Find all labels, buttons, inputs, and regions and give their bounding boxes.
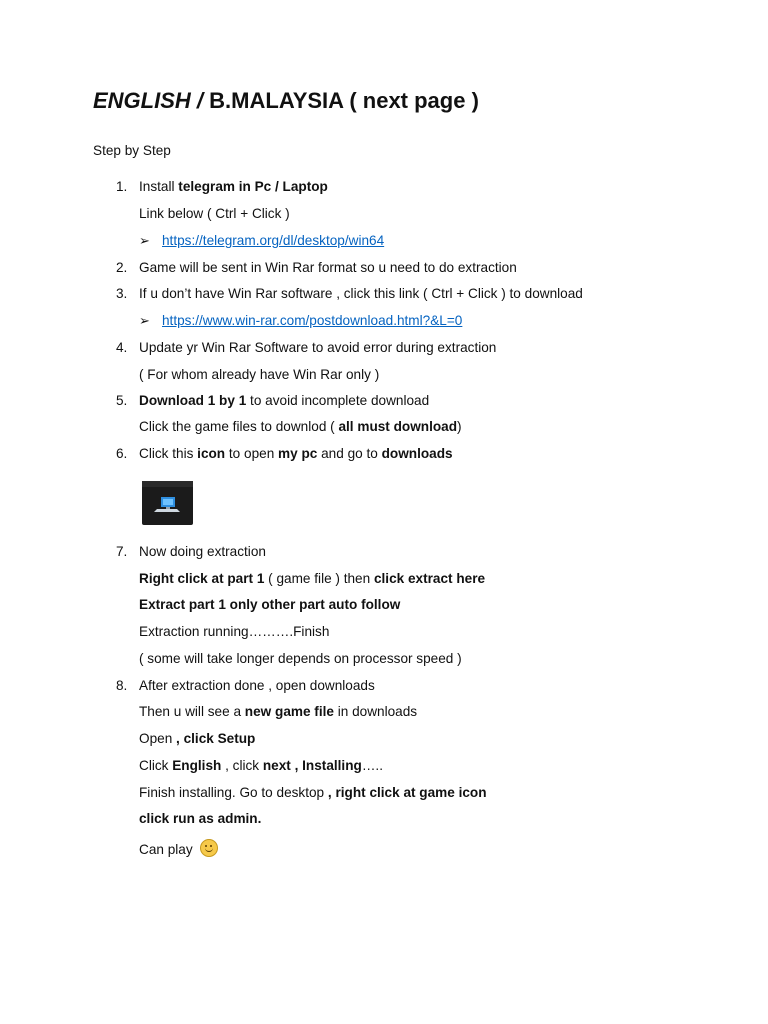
telegram-link-line	[162, 232, 384, 250]
step-7-line-1	[139, 570, 485, 588]
step-1-sub: Link below ( Ctrl + Click )	[139, 206, 290, 221]
step-number: 6.	[116, 446, 128, 461]
step-6-p1: Click this	[139, 446, 198, 461]
step-number: 7.	[116, 544, 128, 559]
intro-text: Step by Step	[93, 143, 171, 158]
step-8-text: After extraction done , open downloads	[139, 678, 375, 693]
my-pc-icon	[142, 481, 193, 525]
step-8-line-3	[139, 757, 383, 775]
step-7-line-2	[139, 596, 400, 614]
step-8-l2-bold: , click Setup	[176, 731, 256, 746]
step-number: 8.	[116, 678, 128, 693]
title-english: ENGLISH	[93, 88, 191, 113]
step-8-line-4	[139, 784, 487, 802]
telegram-link[interactable]: https://telegram.org/dl/desktop/win64	[162, 233, 385, 248]
step-number: 1.	[116, 179, 128, 194]
step-8-l1-end: in downloads	[333, 704, 418, 719]
step-number: 5.	[116, 393, 128, 408]
step-8-l3-d: next , Installing	[262, 758, 362, 773]
step-7-l1-bold2: click extract here	[373, 571, 486, 586]
arrow-bullet-icon: ➢	[139, 313, 150, 328]
step-8-line-1	[139, 703, 417, 721]
step-7-line-3: Extraction running……….Finish	[139, 624, 330, 639]
step-4-text: Update yr Win Rar Software to avoid error during extraction	[139, 340, 497, 355]
title-separator: /	[196, 88, 204, 113]
step-number: 3.	[116, 286, 128, 301]
step-5-bold: Download 1 by 1	[139, 393, 247, 408]
step-8-l4-bold: , right click at game icon	[327, 785, 487, 800]
step-1-plain: Install	[139, 179, 179, 194]
step-7-l2-bold: Extract part 1 only other part auto follow	[139, 597, 401, 612]
step-8-line-5	[139, 810, 261, 828]
step-6-b2: my pc	[278, 446, 318, 461]
step-6-text	[139, 445, 453, 463]
can-play-text: Can play	[139, 842, 193, 857]
step-2-text: Game will be sent in Win Rar format so u need to do extraction	[139, 260, 517, 275]
step-number: 4.	[116, 340, 128, 355]
step-6-p3: and go to	[317, 446, 382, 461]
step-4-sub: ( For whom already have Win Rar only )	[139, 367, 380, 382]
step-8-line-2	[139, 730, 255, 748]
step-8-l4-plain: Finish installing. Go to desktop	[139, 785, 328, 800]
step-6-p2: to open	[225, 446, 279, 461]
step-5-sub-end: )	[457, 419, 462, 434]
title-malay: B.MALAYSIA ( next page )	[209, 88, 479, 113]
step-8-l1-plain: Then u will see a	[139, 704, 245, 719]
winrar-link-line	[162, 312, 462, 330]
step-5-sub-bold: all must download	[338, 419, 458, 434]
step-number: 2.	[116, 260, 128, 275]
arrow-bullet-icon: ➢	[139, 233, 150, 248]
step-8-l3-a: Click	[139, 758, 173, 773]
step-5-text	[139, 392, 429, 410]
step-8-l1-bold: new game file	[244, 704, 334, 719]
step-8-l3-e: …..	[361, 758, 383, 773]
step-5-sub	[139, 418, 462, 436]
page-title	[93, 88, 479, 114]
step-5-plain: to avoid incomplete download	[246, 393, 430, 408]
step-7-line-4: ( some will take longer depends on processor speed )	[139, 651, 462, 666]
step-8-l3-c: , click	[221, 758, 263, 773]
step-3-text: If u don’t have Win Rar software , click this link ( Ctrl + Click ) to download	[139, 286, 583, 301]
step-1-text	[139, 178, 328, 196]
step-7-l1-plain: ( game file ) then	[264, 571, 374, 586]
step-8-l2-plain: Open	[139, 731, 177, 746]
smiley-icon	[200, 839, 218, 857]
step-1-bold: telegram in Pc / Laptop	[178, 179, 328, 194]
step-8-l5-bold: click run as admin.	[139, 811, 262, 826]
step-6-b1: icon	[197, 446, 226, 461]
step-7-text: Now doing extraction	[139, 544, 266, 559]
step-8-line-6	[139, 839, 218, 859]
step-5-sub-plain: Click the game files to downlod (	[139, 419, 339, 434]
step-8-l3-b: English	[172, 758, 222, 773]
step-6-b3: downloads	[381, 446, 453, 461]
winrar-link[interactable]: https://www.win-rar.com/postdownload.html?&L=0	[162, 313, 463, 328]
step-7-l1-bold: Right click at part 1	[139, 571, 265, 586]
